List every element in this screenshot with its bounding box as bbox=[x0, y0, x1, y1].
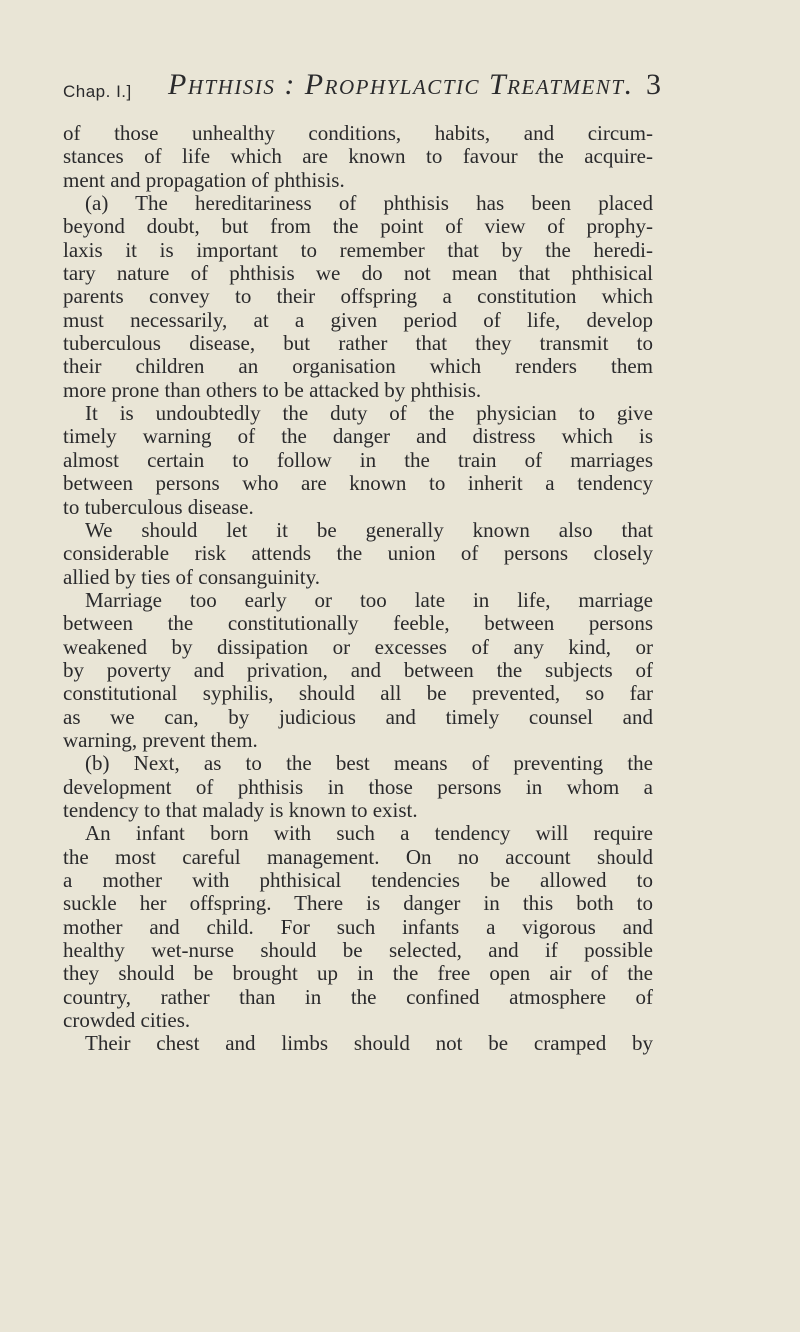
text-line: almost certain to follow in the train of marriages bbox=[63, 447, 653, 472]
text-line: It is undoubtedly the duty of the physician to give bbox=[85, 401, 653, 426]
text-line: tuberculous disease, but rather that they transmit to bbox=[63, 331, 653, 356]
text-line: parents convey to their offspring a constitution which bbox=[63, 284, 653, 309]
text-line: Their chest and limbs should not be cramped by bbox=[85, 1031, 653, 1056]
text-line: weakened by dissipation or excesses of any kind, or bbox=[63, 634, 653, 659]
text-line: by poverty and privation, and between the subjects of bbox=[63, 657, 653, 682]
text-line: considerable risk attends the union of persons closely bbox=[63, 541, 653, 566]
text-line: laxis it is important to remember that by the heredi- bbox=[63, 237, 653, 262]
chapter-label: Chap. I.] bbox=[63, 82, 132, 101]
text-line: (a) The hereditariness of phthisis has been placed bbox=[85, 191, 653, 216]
page-number: 3 bbox=[646, 68, 661, 101]
text-line: healthy wet-nurse should be selected, and if possible bbox=[63, 938, 653, 963]
text-line: suckle her offspring. There is danger in this both to bbox=[63, 891, 653, 916]
text-line: ment and propagation of phthisis. bbox=[63, 167, 345, 192]
text-line: of those unhealthy conditions, habits, and circum- bbox=[63, 121, 653, 145]
text-line: development of phthisis in those persons in whom a bbox=[63, 774, 653, 799]
text-line: mother and child. For such infants a vigorous and bbox=[63, 914, 653, 939]
text-line: crowded cities. bbox=[63, 1008, 191, 1033]
text-line: stances of life which are known to favour the acquire- bbox=[63, 144, 653, 169]
text-line: they should be brought up in the free open air of the bbox=[63, 961, 653, 986]
text-line: constitutional syphilis, should all be prevented, so far bbox=[63, 681, 653, 706]
text-line: the most careful management. On no account should bbox=[63, 844, 653, 869]
running-title: Phthisis : Prophylactic Treatment. bbox=[168, 68, 634, 101]
text-line: must necessarily, at a given period of life, develop bbox=[63, 307, 653, 332]
text-line: warning, prevent them. bbox=[63, 727, 258, 752]
text-line: allied by ties of consanguinity. bbox=[63, 564, 321, 589]
text-line: tary nature of phthisis we do not mean that phthisical bbox=[63, 261, 653, 286]
text-line: between the constitutionally feeble, between persons bbox=[63, 611, 653, 636]
text-line: between persons who are known to inherit a tendency bbox=[63, 471, 653, 496]
text-line: We should let it be generally known also that bbox=[85, 517, 653, 542]
text-line: as we can, by judicious and timely counsel and bbox=[63, 704, 653, 729]
text-line: a mother with phthisical tendencies be allowed to bbox=[63, 868, 653, 892]
text-line: (b) Next, as to the best means of preventing the bbox=[85, 751, 653, 776]
text-line: beyond doubt, but from the point of view of prophy- bbox=[63, 214, 653, 239]
text-line: country, rather than in the confined atmosphere of bbox=[63, 984, 653, 1009]
text-line: tendency to that malady is known to exist. bbox=[63, 797, 418, 822]
text-line: Marriage too early or too late in life, marriage bbox=[85, 587, 653, 612]
text-line: to tuberculous disease. bbox=[63, 494, 254, 519]
text-line: more prone than others to be attacked by phthisis. bbox=[63, 377, 482, 402]
text-line: their children an organisation which renders them bbox=[63, 354, 653, 379]
text-line: An infant born with such a tendency will require bbox=[85, 821, 653, 846]
text-line: timely warning of the danger and distress which is bbox=[63, 424, 653, 449]
body-text bbox=[63, 122, 653, 1056]
running-head bbox=[63, 68, 663, 108]
